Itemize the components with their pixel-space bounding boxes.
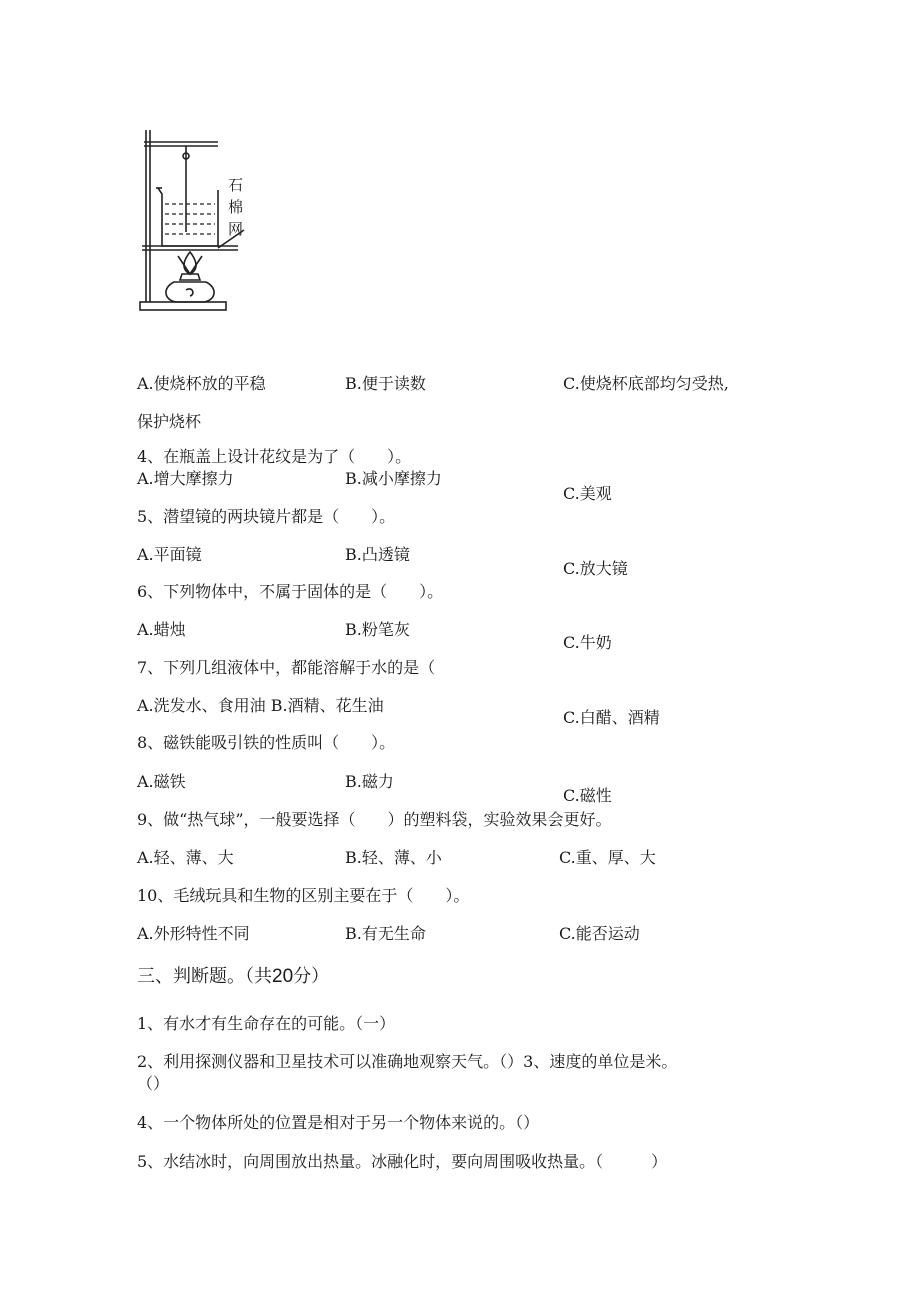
- q5-option-a: A.平面镜: [137, 545, 202, 564]
- q4-stem: 4、在瓶盖上设计花纹是为了（ ）。: [137, 447, 412, 466]
- q3-option-a: A.使烧杯放的平稳: [137, 374, 266, 393]
- q7-options-ab: A.洗发水、食用油 B.酒精、花生油: [137, 696, 384, 715]
- q8-option-c-clipped: [563, 785, 612, 805]
- q3-option-b: B.便于读数: [345, 374, 426, 393]
- q4-option-c: C.美观: [563, 484, 612, 503]
- q8-option-b: B.磁力: [345, 772, 394, 791]
- q9-stem: 9、做“热气球”，一般要选择（ ）的塑料袋，实验效果会更好。: [137, 810, 612, 829]
- figure-label-char-1: 石: [228, 176, 244, 194]
- q4-option-b: B.减小摩擦力: [345, 469, 442, 488]
- judgment-item-5: 5、水结冰时，向周围放出热量。冰融化时，要向周围吸收热量。（ ）: [137, 1152, 668, 1171]
- judgment-item-4: 4、一个物体所处的位置是相对于另一个物体来说的。（）: [137, 1113, 540, 1132]
- q8-stem: 8、磁铁能吸引铁的性质叫（ ）。: [137, 733, 396, 752]
- section3-unit: 分）: [293, 966, 330, 987]
- q6-stem: 6、下列物体中，不属于固体的是（ ）。: [137, 582, 444, 601]
- q7-option-c: C.白醋、酒精: [563, 708, 660, 727]
- q9-option-a: A.轻、薄、大: [137, 848, 234, 867]
- q10-option-a: A.外形特性不同: [137, 924, 250, 943]
- q5-option-c: C.放大镜: [563, 559, 628, 578]
- q10-option-c: C.能否运动: [559, 924, 640, 943]
- q9-option-b: B.轻、薄、小: [345, 848, 442, 867]
- q7-stem: 7、下列几组液体中，都能溶解于水的是（: [137, 658, 436, 677]
- section3-heading: [137, 966, 329, 988]
- q6-option-a: A.蜡烛: [137, 620, 186, 639]
- q8-option-c: C.磁性: [563, 786, 612, 805]
- q5-stem: 5、潜望镜的两块镜片都是（ ）。: [137, 507, 396, 526]
- q6-option-c: C.牛奶: [563, 633, 612, 652]
- q10-stem: 10、毛绒玩具和生物的区别主要在于（ ）。: [137, 886, 470, 905]
- section3-title: 三、判断题。（共: [137, 966, 272, 987]
- q9-option-c: C.重、厚、大: [559, 848, 656, 867]
- q4-option-a: A.增大摩擦力: [137, 469, 234, 488]
- figure-label-char-3: 网: [228, 220, 244, 238]
- q5-option-b: B.凸透镜: [345, 545, 410, 564]
- q10-option-b: B.有无生命: [345, 924, 426, 943]
- q3-option-c-continued: 保护烧杯: [137, 412, 202, 431]
- q8-option-a: A.磁铁: [137, 772, 186, 791]
- judgment-item-3-blank: （）: [137, 1074, 170, 1093]
- q3-option-c: C.使烧杯底部均匀受热,: [563, 374, 729, 393]
- figure-label-char-2: 棉: [228, 198, 244, 216]
- judgment-item-1: 1、有水才有生命存在的可能。（一）: [137, 1014, 396, 1033]
- section3-score: 20: [272, 966, 294, 987]
- judgment-item-2-3: 2、利用探测仪器和卫星技术可以准确地观察天气。（）3、速度的单位是米。: [137, 1052, 678, 1071]
- q6-option-b: B.粉笔灰: [345, 620, 410, 639]
